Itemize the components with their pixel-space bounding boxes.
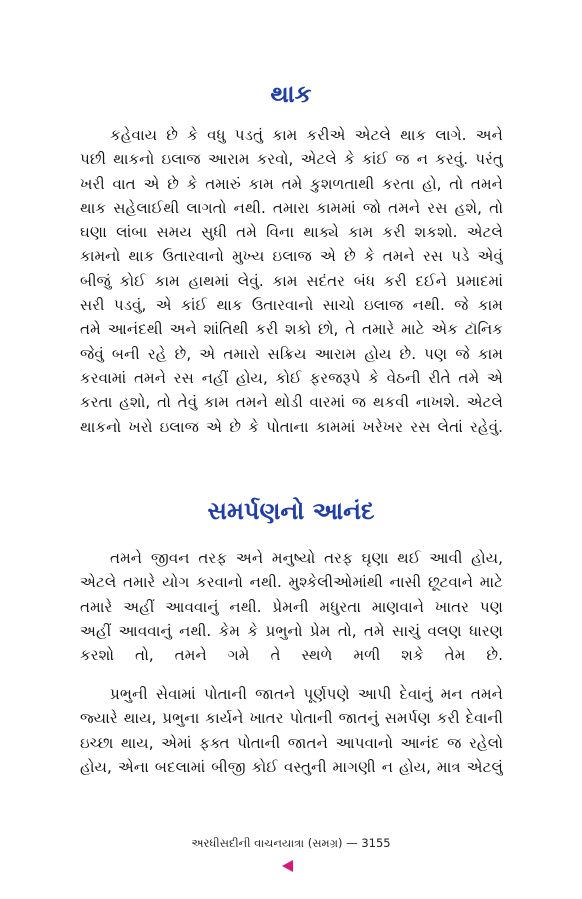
paragraph-samarpan-1 <box>80 546 503 667</box>
text-line: સરી પડવું, એ કાંઈ થાક ઉતારવાનો સાચો ઇલાજ નથી. જે કામ <box>80 296 503 315</box>
text-line: ઇચ્છા થાય, એમાં ફક્ત પોતાની જાતને આપવાનો આનંદ જ રહેલો <box>80 733 503 752</box>
text-line: જ્યારે થાય, પ્રભુના કાર્યને ખાતર પોતાની જાતનું સમર્પણ કરી દેવાની <box>80 709 503 728</box>
text-line: હોય, એના બદલામાં બીજી કોઈ વસ્તુની માગણી ન હોય, માત્ર એટલું <box>80 757 503 776</box>
left-arrow-icon[interactable] <box>282 860 293 872</box>
paragraph-samarpan-2 <box>80 682 503 779</box>
section-title-samarpan: સમર્પણનો આનંદ <box>207 497 375 525</box>
text-line: એટલે તમારે યોગ કરવાનો નથી. મુશ્કેલીઓમાંથી નાસી છૂટવાને માટે <box>80 573 503 592</box>
text-line: તમે આનંદથી અને શાંતિથી કરી શકો છો, તે તમારે માટે એક ટૉનિક <box>80 320 503 339</box>
section-title-thak: થાક <box>270 80 312 108</box>
text-line: તમને જીવન તરફ અને મનુષ્યો તરફ ઘૃણા થઈ આવી હોય, <box>110 549 503 567</box>
text-line: ખરી વાત એ છે કે તમારું કામ તમે કુશળતાથી કરતા હો, તો તમને <box>80 174 503 193</box>
paragraph-thak <box>80 123 503 439</box>
text-line: કામનો થાક ઉતારવાનો મુખ્ય ઇલાજ એ છે કે તમને રસ પડે એવું <box>80 247 503 266</box>
text-line: ઘણા લાંબા સમય સુધી તમે વિના થાક્યે કામ કરી શકશો. એટલે <box>80 223 503 242</box>
text-line: થાક સહેલાઈથી લાગતો નથી. તમારા કામમાં જો તમને રસ હશે, તો <box>80 198 503 217</box>
text-line: અહીં આવવાનું નથી. કેમ કે પ્રભુનો પ્રેમ તો, તમે સાચું વલણ ધારણ <box>80 621 503 640</box>
page-footer: અરધીસદીની વાચનયાત્રા (સમગ્ર) — 3155 <box>191 836 391 850</box>
text-line: તમારે અહીં આવવાનું નથી. પ્રેમની મધુરતા માણવાને ખાતર પણ <box>80 597 503 616</box>
text-line: જેવું બની રહે છે, એ તમારો સક્રિય આરામ હોય છે. પણ જે કામ <box>80 344 503 363</box>
text-line: કરતા હશો, તો તેવું કામ તમને થોડી વારમાં જ થકવી નાખશે. એટલે <box>80 393 503 412</box>
text-line: કહેવાય છે કે વધુ પડતું કામ કરીએ એટલે થાક લાગે. અને <box>110 126 503 144</box>
text-line: થાકનો ખરો ઇલાજ એ છે કે પોતાના કામમાં ખરેખર રસ લેતાં રહેવું. <box>80 417 503 436</box>
text-line: પ્રભુની સેવામાં પોતાની જાતને પૂર્ણપણે આપી દેવાનું મન તમને <box>110 685 503 703</box>
text-line: કરશો તો, તમને ગમે તે સ્થળે મળી શકે તેમ છે. <box>80 646 503 665</box>
text-line: પછી થાકનો ઇલાજ આરામ કરવો, એટલે કે કાંઈ જ ન કરવું. પરંતુ <box>80 150 503 169</box>
text-line: બીજું કોઈ કામ હાથમાં લેવું. કામ સદંતર બંધ કરી દઈને પ્રમાદમાં <box>80 271 503 290</box>
text-line: કરવામાં તમને રસ નહીં હોય, કોઈ ફરજરૂપે કે વેઠની રીતે તમે એ <box>80 368 503 387</box>
